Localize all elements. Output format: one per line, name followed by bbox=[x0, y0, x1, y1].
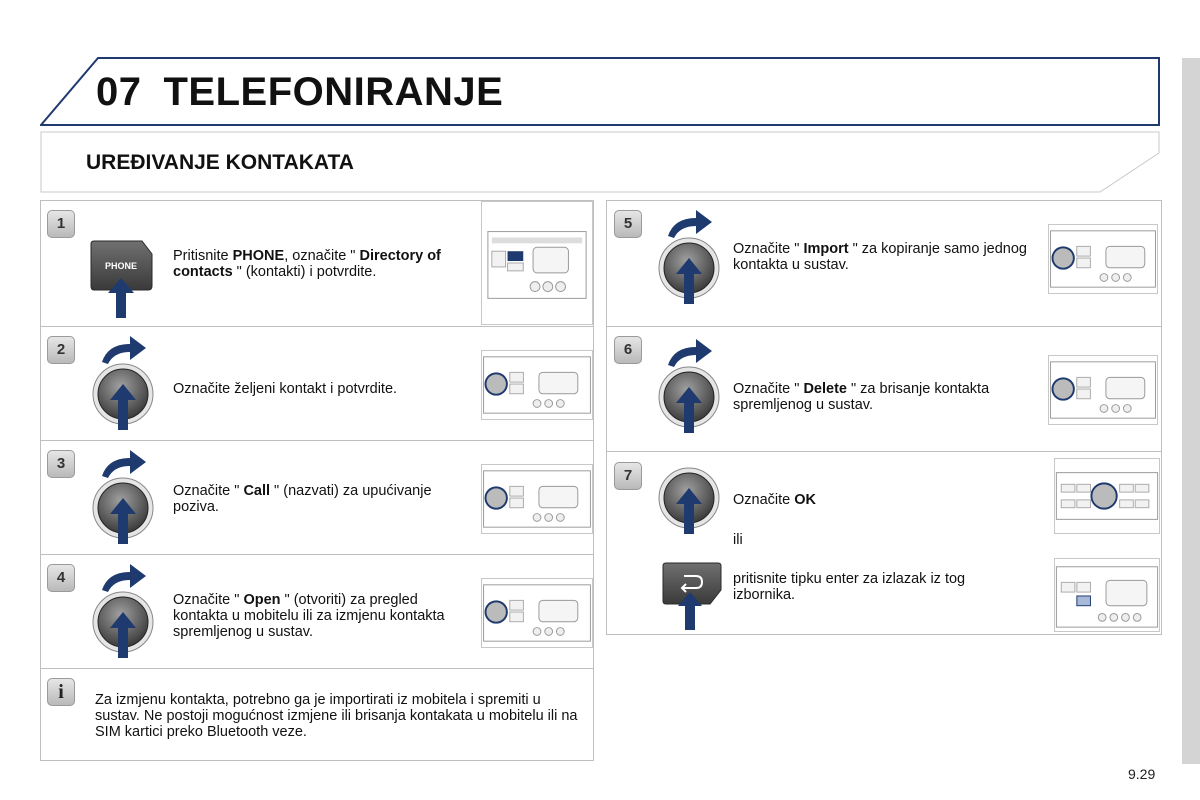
section-title: UREĐIVANJE KONTAKATA bbox=[86, 151, 354, 174]
row-divider bbox=[606, 451, 1162, 452]
rotate-arrow-icon bbox=[102, 564, 146, 592]
radio-panel-thumbnail bbox=[481, 578, 593, 648]
radio-panel-thumbnail bbox=[1048, 224, 1158, 294]
chapter-number: 07 bbox=[96, 70, 142, 114]
step-instruction: Označite željeni kontakt i potvrdite. bbox=[173, 381, 398, 397]
page-number: 9.29 bbox=[1128, 766, 1156, 782]
sidebar-strip bbox=[1182, 58, 1200, 764]
radio-panel-thumbnail bbox=[1054, 558, 1160, 632]
alt-word: ili bbox=[733, 532, 743, 548]
rotary-knob-press-icon bbox=[656, 460, 726, 536]
radio-panel-thumbnail bbox=[481, 464, 593, 534]
radio-panel-thumbnail bbox=[1054, 458, 1160, 534]
chapter-title bbox=[96, 70, 503, 115]
step-number-badge: 7 bbox=[614, 462, 642, 490]
rotate-arrow-icon bbox=[102, 336, 146, 364]
step-instruction: Označite " Delete " za brisanje kontakta spremljenog u sustav. bbox=[733, 381, 990, 413]
row-divider bbox=[40, 668, 594, 669]
radio-panel-thumbnail bbox=[1048, 355, 1158, 425]
rotate-arrow-icon bbox=[668, 210, 712, 238]
rotary-knob-icon bbox=[90, 448, 160, 546]
step-number-badge: 6 bbox=[614, 336, 642, 364]
radio-panel-thumbnail bbox=[481, 350, 593, 420]
step-number-badge: 1 bbox=[47, 210, 75, 238]
back-button-icon bbox=[662, 562, 722, 632]
step-instruction: Označite OK bbox=[733, 492, 816, 508]
step-instruction: Označite " Import " za kopiranje samo jednog kontakta u sustav. bbox=[733, 241, 1027, 273]
radio-panel-thumbnail bbox=[481, 201, 593, 325]
rotate-arrow-icon bbox=[102, 450, 146, 478]
info-icon: i bbox=[47, 678, 75, 706]
phone-button-label: PHONE bbox=[104, 261, 138, 271]
step-alt-instruction: pritisnite tipku enter za izlazak iz tog izbornika. bbox=[733, 571, 966, 603]
rotary-knob-icon bbox=[90, 334, 160, 432]
row-divider bbox=[40, 440, 594, 441]
info-note-text: Za izmjenu kontakta, potrebno ga je importirati iz mobitela i spremiti u sustav. Ne postoji mogućnost izmjene ili brisanja kontakata u mobitelu ili na SIM kartici preko Bluetooth veze. bbox=[95, 692, 578, 740]
step-number-badge: 5 bbox=[614, 210, 642, 238]
rotary-knob-icon bbox=[656, 337, 726, 435]
step-number-badge: 4 bbox=[47, 564, 75, 592]
row-divider bbox=[40, 554, 594, 555]
step-number-badge: 2 bbox=[47, 336, 75, 364]
rotate-arrow-icon bbox=[668, 339, 712, 367]
step-number-badge: 3 bbox=[47, 450, 75, 478]
row-divider bbox=[606, 326, 1162, 327]
rotary-knob-icon bbox=[656, 208, 726, 306]
phone-button-icon bbox=[90, 238, 154, 320]
rotary-knob-icon bbox=[90, 562, 160, 660]
step-instruction: Označite " Call " (nazvati) za upućivanje poziva. bbox=[173, 483, 432, 515]
chapter-name: TELEFONIRANJE bbox=[163, 70, 504, 114]
step-instruction: Pritisnite PHONE, označite " Directory of contacts " (kontakti) i potvrdite. bbox=[173, 248, 441, 280]
row-divider bbox=[40, 326, 594, 327]
step-instruction: Označite " Open " (otvoriti) za pregled kontakta u mobitelu ili za izmjenu kontakta spremljenog u sustav. bbox=[173, 592, 445, 640]
